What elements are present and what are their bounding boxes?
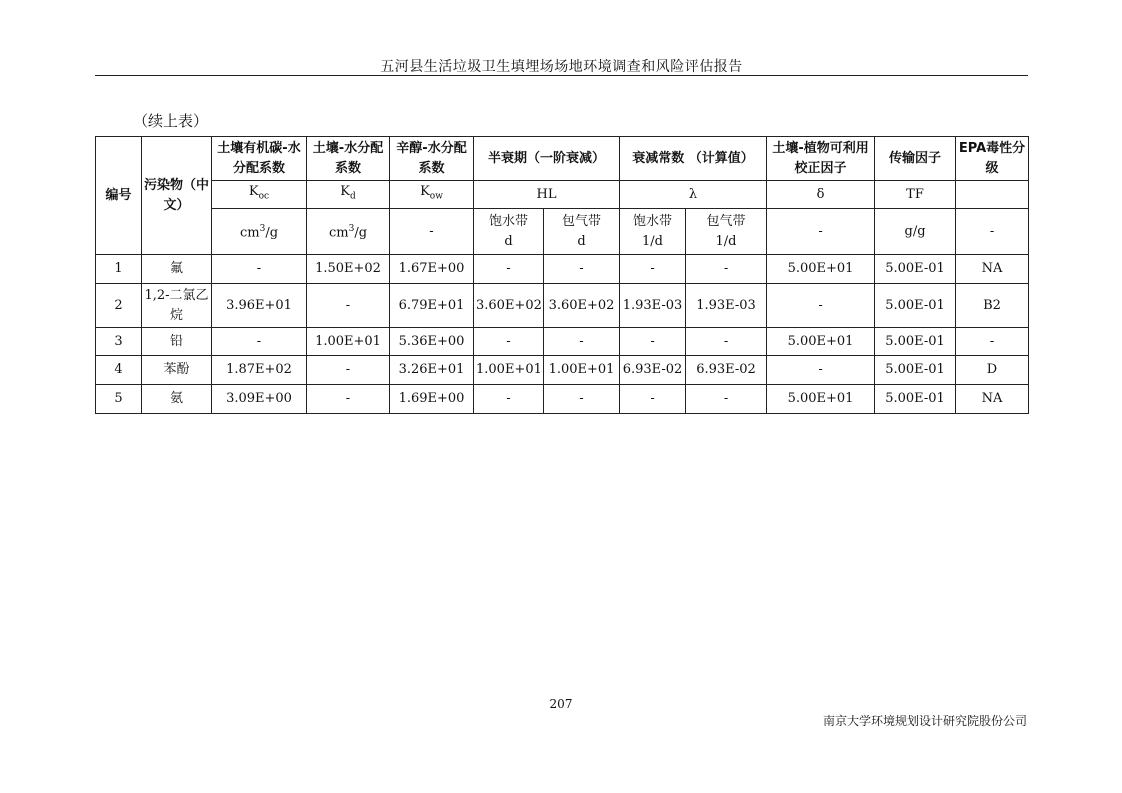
cell-kd: - <box>307 385 390 414</box>
symbol-epa-empty <box>956 181 1029 209</box>
cell-soil-plant: 5.00E+01 <box>767 255 875 284</box>
cell-kow: 3.26E+01 <box>390 356 474 385</box>
continued-table-note: （续上表） <box>133 112 209 130</box>
cell-soil-plant: - <box>767 284 875 328</box>
cell-soil-plant: 5.00E+01 <box>767 328 875 356</box>
col-header-epa: EPA毒性分级 <box>956 137 1029 181</box>
unit-koc: $cm^3/g$ <box>212 209 307 255</box>
cell-decay-saturated: - <box>620 255 686 284</box>
cell-transport: 5.00E-01 <box>875 284 956 328</box>
unit-transport: g/g <box>875 209 956 255</box>
cell-decay-unsaturated: - <box>686 385 767 414</box>
cell-epa: B2 <box>956 284 1029 328</box>
cell-kd: - <box>307 356 390 385</box>
symbol-koc: $K_{oc}$ <box>212 181 307 209</box>
cell-decay-saturated: 6.93E-02 <box>620 356 686 385</box>
cell-transport: 5.00E-01 <box>875 385 956 414</box>
cell-hl-saturated: 3.60E+02 <box>474 284 544 328</box>
cell-pollutant: 氟 <box>142 255 212 284</box>
cell-kd: 1.50E+02 <box>307 255 390 284</box>
col-header-koc: 土壤有机碳-水分配系数 <box>212 137 307 181</box>
col-header-pollutant: 污染物（中文） <box>142 137 212 255</box>
cell-hl-saturated: 1.00E+01 <box>474 356 544 385</box>
footer-organization: 南京大学环境规划设计研究院股份公司 <box>822 714 1027 728</box>
cell-decay-saturated: 1.93E-03 <box>620 284 686 328</box>
unit-decay-saturated: 饱水带 1/d <box>620 209 686 255</box>
col-header-decay: 衰减常数 （计算值） <box>620 137 767 181</box>
cell-decay-unsaturated: 1.93E-03 <box>686 284 767 328</box>
header-row-names <box>96 137 1029 181</box>
cell-id: 4 <box>96 356 142 385</box>
cell-id: 2 <box>96 284 142 328</box>
table-row <box>96 385 1029 414</box>
symbol-tf: TF <box>875 181 956 209</box>
col-header-halflife: 半衰期（一阶衰减） <box>474 137 620 181</box>
cell-decay-unsaturated: - <box>686 328 767 356</box>
symbol-lambda: λ <box>620 181 767 209</box>
unit-decay-unsaturated: 包气带 1/d <box>686 209 767 255</box>
unit-kd: $cm^3/g$ <box>307 209 390 255</box>
cell-kow: 6.79E+01 <box>390 284 474 328</box>
symbol-kd: $K_d$ <box>307 181 390 209</box>
unit-kow: - <box>390 209 474 255</box>
pollutant-parameter-table <box>95 136 1029 414</box>
col-header-soil-plant: 土壤-植物可利用校正因子 <box>767 137 875 181</box>
cell-transport: 5.00E-01 <box>875 255 956 284</box>
cell-hl-unsaturated: 3.60E+02 <box>544 284 620 328</box>
unit-epa: - <box>956 209 1029 255</box>
cell-epa: - <box>956 328 1029 356</box>
cell-koc: - <box>212 255 307 284</box>
page-number: 207 <box>549 697 573 711</box>
table-row <box>96 328 1029 356</box>
symbol-kow: $K_{ow}$ <box>390 181 474 209</box>
cell-hl-unsaturated: - <box>544 328 620 356</box>
cell-koc: - <box>212 328 307 356</box>
table-row <box>96 255 1029 284</box>
cell-decay-saturated: - <box>620 328 686 356</box>
cell-hl-unsaturated: - <box>544 255 620 284</box>
cell-pollutant: 铅 <box>142 328 212 356</box>
cell-kow: 5.36E+00 <box>390 328 474 356</box>
col-header-transport: 传输因子 <box>875 137 956 181</box>
header-row-symbols <box>96 181 1029 209</box>
cell-hl-unsaturated: - <box>544 385 620 414</box>
cell-kow: 1.67E+00 <box>390 255 474 284</box>
cell-koc: 1.87E+02 <box>212 356 307 385</box>
cell-id: 3 <box>96 328 142 356</box>
cell-decay-saturated: - <box>620 385 686 414</box>
unit-hl-saturated: 饱水带 d <box>474 209 544 255</box>
cell-kd: 1.00E+01 <box>307 328 390 356</box>
unit-soil-plant: - <box>767 209 875 255</box>
document-header-title: 五河县生活垃圾卫生填埋场场地环境调查和风险评估报告 <box>380 59 743 75</box>
cell-hl-saturated: - <box>474 328 544 356</box>
col-header-id: 编号 <box>96 137 142 255</box>
cell-soil-plant: - <box>767 356 875 385</box>
cell-id: 5 <box>96 385 142 414</box>
cell-decay-unsaturated: - <box>686 255 767 284</box>
cell-pollutant: 苯酚 <box>142 356 212 385</box>
cell-koc: 3.96E+01 <box>212 284 307 328</box>
cell-id: 1 <box>96 255 142 284</box>
table-row <box>96 284 1029 328</box>
cell-decay-unsaturated: 6.93E-02 <box>686 356 767 385</box>
cell-transport: 5.00E-01 <box>875 356 956 385</box>
cell-pollutant: 氨 <box>142 385 212 414</box>
col-header-kow: 辛醇-水分配系数 <box>390 137 474 181</box>
cell-soil-plant: 5.00E+01 <box>767 385 875 414</box>
cell-epa: NA <box>956 255 1029 284</box>
table-row <box>96 356 1029 385</box>
cell-transport: 5.00E-01 <box>875 328 956 356</box>
header-divider <box>95 75 1028 76</box>
unit-hl-unsaturated: 包气带 d <box>544 209 620 255</box>
cell-epa: D <box>956 356 1029 385</box>
symbol-hl: HL <box>474 181 620 209</box>
cell-kd: - <box>307 284 390 328</box>
col-header-kd: 土壤-水分配系数 <box>307 137 390 181</box>
cell-pollutant: 1,2-二氯乙烷 <box>142 284 212 328</box>
cell-kow: 1.69E+00 <box>390 385 474 414</box>
header-row-units <box>96 209 1029 255</box>
cell-hl-saturated: - <box>474 255 544 284</box>
cell-epa: NA <box>956 385 1029 414</box>
cell-koc: 3.09E+00 <box>212 385 307 414</box>
cell-hl-saturated: - <box>474 385 544 414</box>
symbol-delta: δ <box>767 181 875 209</box>
cell-hl-unsaturated: 1.00E+01 <box>544 356 620 385</box>
